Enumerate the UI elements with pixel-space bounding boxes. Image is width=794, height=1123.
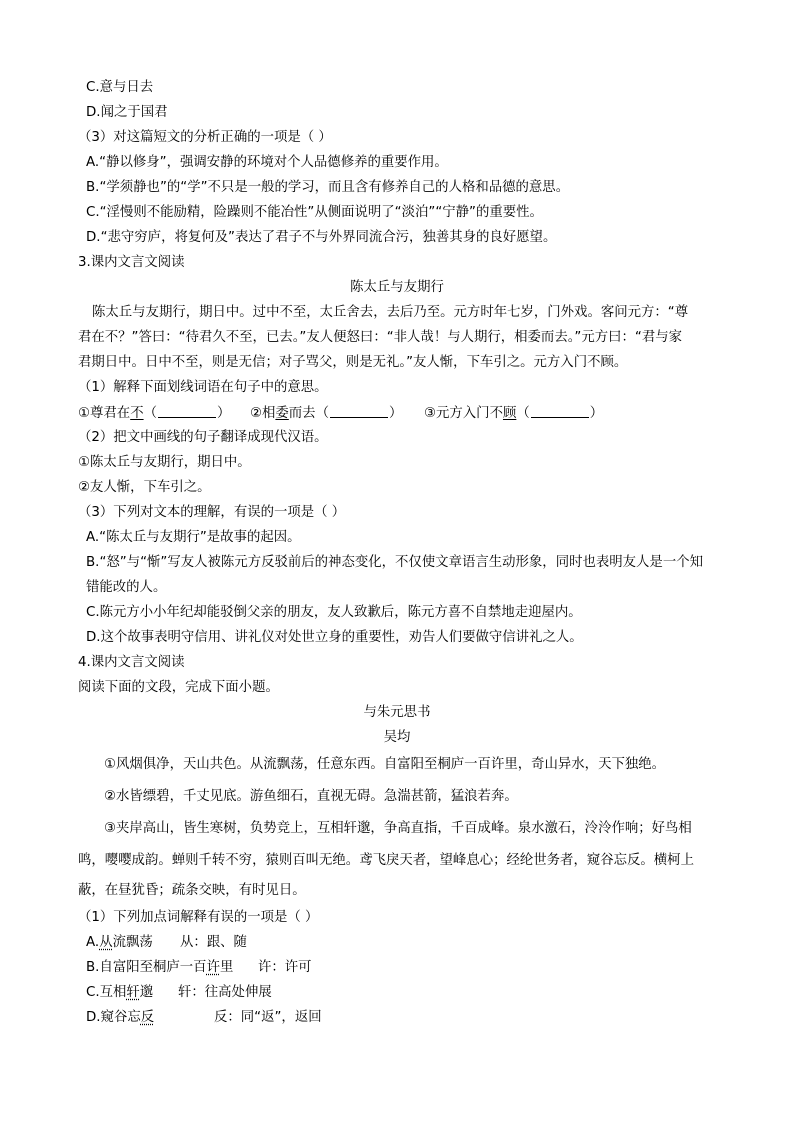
option-c: C.互相轩邈: [86, 985, 154, 1000]
option-c: C.“淫慢则不能励精，险躁则不能冶性”从侧面说明了“淡泊”“宁静”的重要性。: [86, 205, 543, 220]
option-c-gloss: 轩：往高处伸展: [178, 985, 272, 1000]
vocab-item: ①尊君在不（ ）: [78, 406, 231, 421]
dotted-word: 许: [206, 960, 220, 975]
passage-line: 君期日中。日中不至，则是无信；对子骂父，则是无礼。”友人惭，下车引之。元方入门不顾。: [78, 355, 628, 370]
option-a: A.“静以修身”，强调安静的环境对个人品德修养的重要作用。: [86, 155, 448, 170]
dotted-word: 反: [140, 1010, 155, 1025]
passage-author: 吴均: [383, 730, 411, 745]
dotted-word: 轩: [126, 985, 140, 1000]
passage-title: 与朱元思书: [363, 705, 431, 720]
underlined-word: 顾: [502, 406, 517, 421]
passage-paragraph: ①风烟俱净，天山共色。从流飘荡，任意东西。自富阳至桐庐一百许里，奇山异水，天下独绝。: [104, 757, 666, 772]
question-stem: （1）解释下面划线词语在句子中的意思。: [78, 380, 328, 395]
translate-item: ②友人惭，下车引之。: [78, 480, 211, 495]
passage-paragraph: ②水皆缥碧，千丈见底。游鱼细石，直视无碍。急湍甚箭，猛浪若奔。: [104, 789, 518, 804]
question-stem: （3）下列对文本的理解，有误的一项是（ ）: [78, 505, 346, 520]
option-c: C.意与日去: [86, 80, 154, 95]
option-d: D.“悲守穷庐，将复何及”表达了君子不与外界同流合污，独善其身的良好愿望。: [86, 230, 557, 245]
option-d: D.闻之于国君: [86, 105, 168, 120]
passage-line: 陈太丘与友期行，期日中。过中不至，太丘舍去，去后乃至。元方时年七岁，门外戏。客问元方：“尊: [92, 305, 689, 320]
underlined-word: 不: [130, 406, 144, 421]
option-d: D.窥谷忘反: [86, 1010, 155, 1025]
option-c: C.陈元方小小年纪却能驳倒父亲的朋友，友人致歉后，陈元方喜不自禁地走迎屋内。: [86, 605, 582, 620]
option-b: B.自富阳至桐庐一百许里: [86, 960, 234, 975]
dotted-word: 从: [99, 935, 113, 950]
passage-line: 君在不？”答曰：“待君久不至，已去。”友人便怒曰：“非人哉！与人期行，相委而去。”元方曰：“君与家: [78, 330, 683, 345]
option-b: B.“怒”与“惭”写友人被陈元方反驳前后的神态变化，不仅使文章语言生动形象，同时也表明友人是一个知: [86, 555, 703, 570]
section-heading: 3.课内文言文阅读: [78, 255, 185, 270]
passage-line: 蔽，在昼犹昏；疏条交映，有时见日。: [78, 883, 306, 898]
vocab-item: ③元方入门不顾（ ）: [424, 406, 604, 421]
instruction: 阅读下面的文段，完成下面小题。: [78, 680, 279, 695]
section-heading: 4.课内文言文阅读: [78, 655, 185, 670]
option-d: D.这个故事表明守信用、讲礼仪对处世立身的重要性，劝告人们要做守信讲礼之人。: [86, 630, 583, 645]
answer-blank[interactable]: [531, 404, 589, 418]
option-a: A.“陈太丘与友期行”是故事的起因。: [86, 530, 301, 545]
passage-line: 鸣，嘤嘤成韵。蝉则千转不穷，猿则百叫无绝。鸢飞戾天者，望峰息心；经纶世务者，窥谷忘反。横柯上: [78, 853, 694, 868]
vocab-item: ②相委而去（ ）: [250, 406, 403, 421]
question-stem: （2）把文中画线的句子翻译成现代汉语。: [78, 430, 328, 445]
translate-item: ①陈太丘与友期行，期日中。: [78, 455, 251, 470]
option-b: B.“学须静也”的“学”不只是一般的学习，而且含有修养自己的人格和品德的意思。: [86, 180, 570, 195]
option-d-gloss: 反：同“返”，返回: [214, 1010, 322, 1025]
question-stem: （3）对这篇短文的分析正确的一项是（ ）: [78, 130, 332, 145]
option-b-gloss: 许：许可: [258, 960, 312, 975]
passage-title: 陈太丘与友期行: [350, 280, 444, 295]
option-a-gloss: 从：跟、随: [180, 935, 247, 950]
option-b-continued: 错能改的人。: [86, 580, 167, 595]
passage-line: ③夹岸高山，皆生寒树，负势竞上，互相轩邈，争高直指，千百成峰。泉水激石，泠泠作响；好鸟相: [104, 821, 692, 836]
underlined-word: 委: [275, 406, 289, 421]
answer-blank[interactable]: [158, 404, 216, 418]
answer-blank[interactable]: [330, 404, 388, 418]
question-stem: （1）下列加点词解释有误的一项是（ ）: [78, 910, 319, 925]
option-a: A.从流飘荡: [86, 935, 153, 950]
